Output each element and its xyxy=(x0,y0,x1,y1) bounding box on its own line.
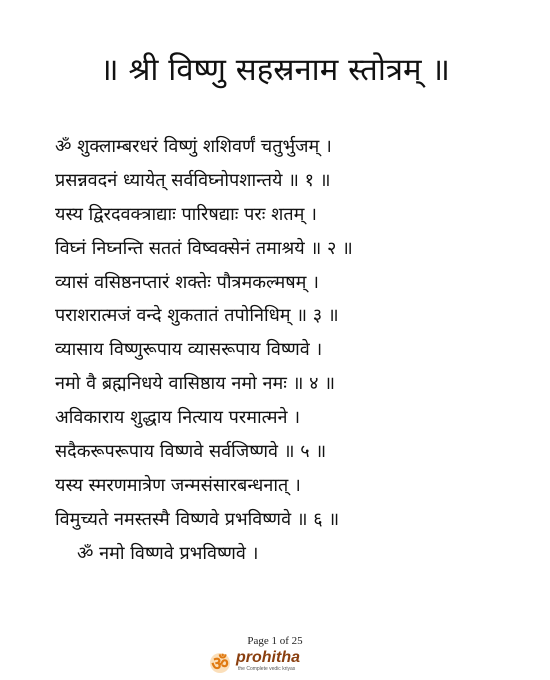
verse-line: नमो वै ब्रह्मनिधये वासिष्ठाय नमो नमः ॥ ४ ॥ xyxy=(55,373,335,395)
verse-line: अविकाराय शुद्धाय नित्याय परमात्मने । xyxy=(55,407,301,429)
page-number: Page 1 of 25 xyxy=(247,635,303,647)
verse-line: ॐ शुक्लाम्बरधरं विष्णुं शशिवर्णं चतुर्भुजम् । xyxy=(55,136,332,157)
closing-line: ॐ नमो विष्णवे प्रभविष्णवे । xyxy=(77,542,259,564)
svg-text:ॐ: ॐ xyxy=(211,653,229,674)
verse-line: यस्य स्मरणमात्रेण जन्मसंसारबन्धनात् । xyxy=(55,474,301,496)
verse-line: प्रसन्नवदनं ध्यायेत् सर्वविघ्नोपशान्तये ॥ १ ॥ xyxy=(55,169,331,191)
logo-tagline: the Complete vedic kriyas xyxy=(238,666,296,672)
om-symbol-icon xyxy=(206,650,234,674)
verse-line: विघ्नं निघ्नन्ति सततं विष्वक्सेनं तमाश्रये ॥ २ ॥ xyxy=(55,237,353,259)
verse-line: विमुच्यते नमस्तस्मै विष्णवे प्रभविष्णवे ॥ ६ ॥ xyxy=(55,508,340,530)
verse-line: यस्य द्विरदवक्त्राद्याः पारिषद्याः परः शतम् । xyxy=(55,203,317,225)
verse-line: व्यासाय विष्णुरूपाय व्यासरूपाय विष्णवे । xyxy=(55,339,323,361)
verse-line: पराशरात्मजं वन्दे शुकतातं तपोनिधिम् ॥ ३ ॥ xyxy=(55,305,339,327)
verse-line: व्यासं वसिष्ठनप्तारं शक्तेः पौत्रमकल्मषम् । xyxy=(55,271,319,293)
logo-name: prohitha xyxy=(236,649,300,666)
page-title: ॥ श्री विष्णु सहस्रनाम स्तोत्रम् ॥ xyxy=(100,52,450,88)
prohitha-logo xyxy=(206,650,346,676)
verse-block xyxy=(55,133,525,574)
verse-line: सदैकरूपरूपाय विष्णवे सर्वजिष्णवे ॥ ५ ॥ xyxy=(55,441,327,463)
